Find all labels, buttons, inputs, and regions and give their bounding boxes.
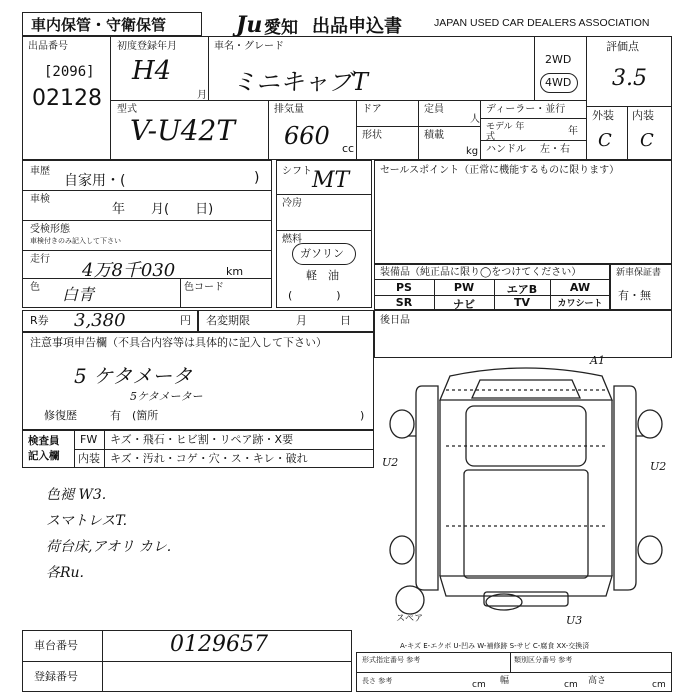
color-value: 白青 (62, 285, 95, 304)
inspector-int-text: キズ・汚れ・コゲ・穴・ス・キレ・破れ (110, 452, 308, 465)
reg-month-unit: 月 (197, 90, 207, 101)
name-change-label: 名変期限 (206, 314, 250, 327)
dealer-label: ディーラー・並行 (486, 104, 566, 115)
brand: 愛知 (264, 18, 298, 38)
model-year-label: モデル 年式 (486, 122, 525, 142)
notes-line-2: 5ケタメーター (130, 390, 203, 403)
exterior-label: 外装 (592, 109, 614, 122)
history-value: 自家用・( (64, 173, 126, 189)
fuel-label: 燃料 (282, 234, 302, 245)
exterior-grade: C (598, 130, 612, 151)
inspector-label: 検査員 記入欄 (28, 435, 60, 462)
association-name: JAPAN USED CAR DEALERS ASSOCIATION (434, 17, 650, 29)
repair-close: ) (360, 409, 365, 422)
lot-label: 出品番号 (28, 41, 68, 52)
notes-label: 注意事項申告欄（不具合内容等は具体的に記入して下さい） (30, 336, 327, 349)
equipment-label: 装備品（純正品に限り◯をつけてください） (380, 267, 582, 278)
car-name-value: ミニキャブT (232, 68, 369, 96)
displacement-unit: cc (342, 142, 355, 155)
displacement-value: 660 (284, 122, 330, 150)
load-unit: kg (466, 146, 479, 157)
capacity-label: 定員 (424, 104, 444, 115)
rating-label: 評価点 (606, 40, 639, 53)
inspector-fw-label: FW (80, 433, 98, 446)
doc-title: 出品申込書 (312, 16, 402, 37)
form-number-label: 形式指定番号 参考 (362, 656, 421, 664)
lot-number: 02128 (32, 86, 102, 111)
height-label: 高さ (588, 676, 607, 686)
model-type-value: V-U42T (130, 114, 236, 147)
cooling-label: 冷房 (282, 198, 302, 209)
warranty-value: 有・無 (618, 289, 651, 302)
storage-label-box (22, 12, 202, 36)
equip-ps: PS (396, 281, 412, 294)
rating-value: 3.5 (612, 66, 647, 91)
displacement-label: 排気量 (274, 104, 304, 115)
notes-line-1: 5 ケタメータ (74, 364, 193, 388)
equip-tv: TV (513, 296, 531, 309)
shift-label: シフト (282, 166, 312, 177)
car-name-label: 車名・グレード (214, 41, 284, 52)
doors-label: ドア (362, 104, 382, 115)
color-label: 色 (30, 282, 40, 293)
inspector-note-4: 各Ru. (46, 565, 85, 581)
inspection-text: 年 月( 日) (112, 202, 214, 217)
registry-label: 登録番号 (34, 670, 78, 683)
chassis-value: 0129657 (170, 632, 268, 657)
capacity-unit: 人 (470, 114, 480, 125)
history-close: ) (254, 170, 260, 186)
load-label: 積載 (424, 130, 444, 141)
model-type-label: 型式 (117, 104, 137, 115)
damage-legend: A-キズ E-エクボ U-凹み W-補修跡 S-サビ C-腐食 XX-交換済 (400, 642, 590, 650)
year-unit: 年 (568, 126, 578, 137)
lot-sub-number: [2096] (44, 64, 95, 80)
mileage-value: 4万8千030 (82, 260, 176, 281)
mileage-label: 走行 (30, 254, 50, 265)
type-number-label: 類別区分番号 参考 (514, 656, 573, 664)
handle-options: 左・右 (540, 144, 570, 155)
repair-label: 修復歴 (44, 409, 77, 422)
length-label: 長さ 参考 (362, 677, 393, 685)
rear-item-label: 後日品 (380, 315, 410, 326)
shape-label: 形状 (362, 130, 382, 141)
damage-mark-u2-left: U2 (382, 456, 399, 469)
length-unit: cm (472, 680, 486, 690)
fuel-paren: ( ) (288, 289, 341, 302)
damage-mark-u3: U3 (566, 614, 583, 627)
width-label: 幅 (500, 676, 510, 686)
damage-mark-u2-right: U2 (650, 460, 667, 473)
mileage-unit: km (226, 265, 244, 278)
inspector-note-2: スマトレスT. (46, 513, 128, 529)
reg-year-value: H4 (132, 56, 172, 86)
chassis-label: 車台番号 (34, 639, 78, 652)
recycle-unit: 円 (180, 314, 191, 327)
inspector-int-label: 内装 (78, 452, 100, 465)
vehicle-diagram (380, 350, 672, 640)
drive-2wd: 2WD (545, 53, 572, 66)
equip-aw: AW (569, 281, 591, 294)
spare-label: スペア (396, 614, 424, 624)
width-unit: cm (564, 680, 578, 690)
equip-airbag: エアB (506, 283, 538, 296)
repair-value: 有 (箇所 (110, 409, 159, 422)
inspector-note-3: 荷台床,アオリ カレ. (46, 539, 172, 555)
inspection-label: 車検 (30, 194, 50, 205)
equip-pw: PW (453, 281, 475, 294)
interior-label: 内装 (632, 109, 654, 122)
recycle-label: R券 (30, 314, 49, 327)
warranty-label: 新車保証書 (616, 268, 662, 278)
damage-mark-a1: A1 (590, 354, 605, 367)
fuel-gasoline: ガソリン (300, 247, 344, 260)
fuel-diesel: 軽 油 (306, 269, 339, 282)
received-note: 車検付きのみ記入して下さい (30, 237, 121, 245)
received-label: 受検形態 (30, 224, 70, 235)
color-code-label: 色コード (184, 282, 224, 293)
storage-label: 車内保管・守衛保管 (31, 16, 167, 34)
drive-4wd: 4WD (545, 76, 572, 89)
equip-sr: SR (395, 296, 413, 309)
ju-logo: Ju (236, 12, 263, 38)
height-unit: cm (652, 680, 666, 690)
equip-navi: ナビ (453, 298, 475, 311)
handle-label: ハンドル (486, 144, 526, 155)
sales-point-label: セールスポイント（正常に機能するものに限ります） (380, 165, 620, 176)
history-label: 車歴 (30, 166, 50, 177)
inspector-fw-text: キズ・飛石・ヒビ割・リペア跡・X要 (110, 433, 294, 446)
shift-value: MT (312, 168, 350, 193)
equip-leather: カワシート (557, 299, 603, 309)
reg-year-label: 初度登録年月 (117, 41, 177, 52)
interior-grade: C (640, 130, 654, 151)
name-change-text: 月 日 (296, 314, 351, 327)
recycle-value: 3,380 (74, 310, 126, 331)
inspector-note-1: 色褪 W3. (46, 487, 107, 503)
